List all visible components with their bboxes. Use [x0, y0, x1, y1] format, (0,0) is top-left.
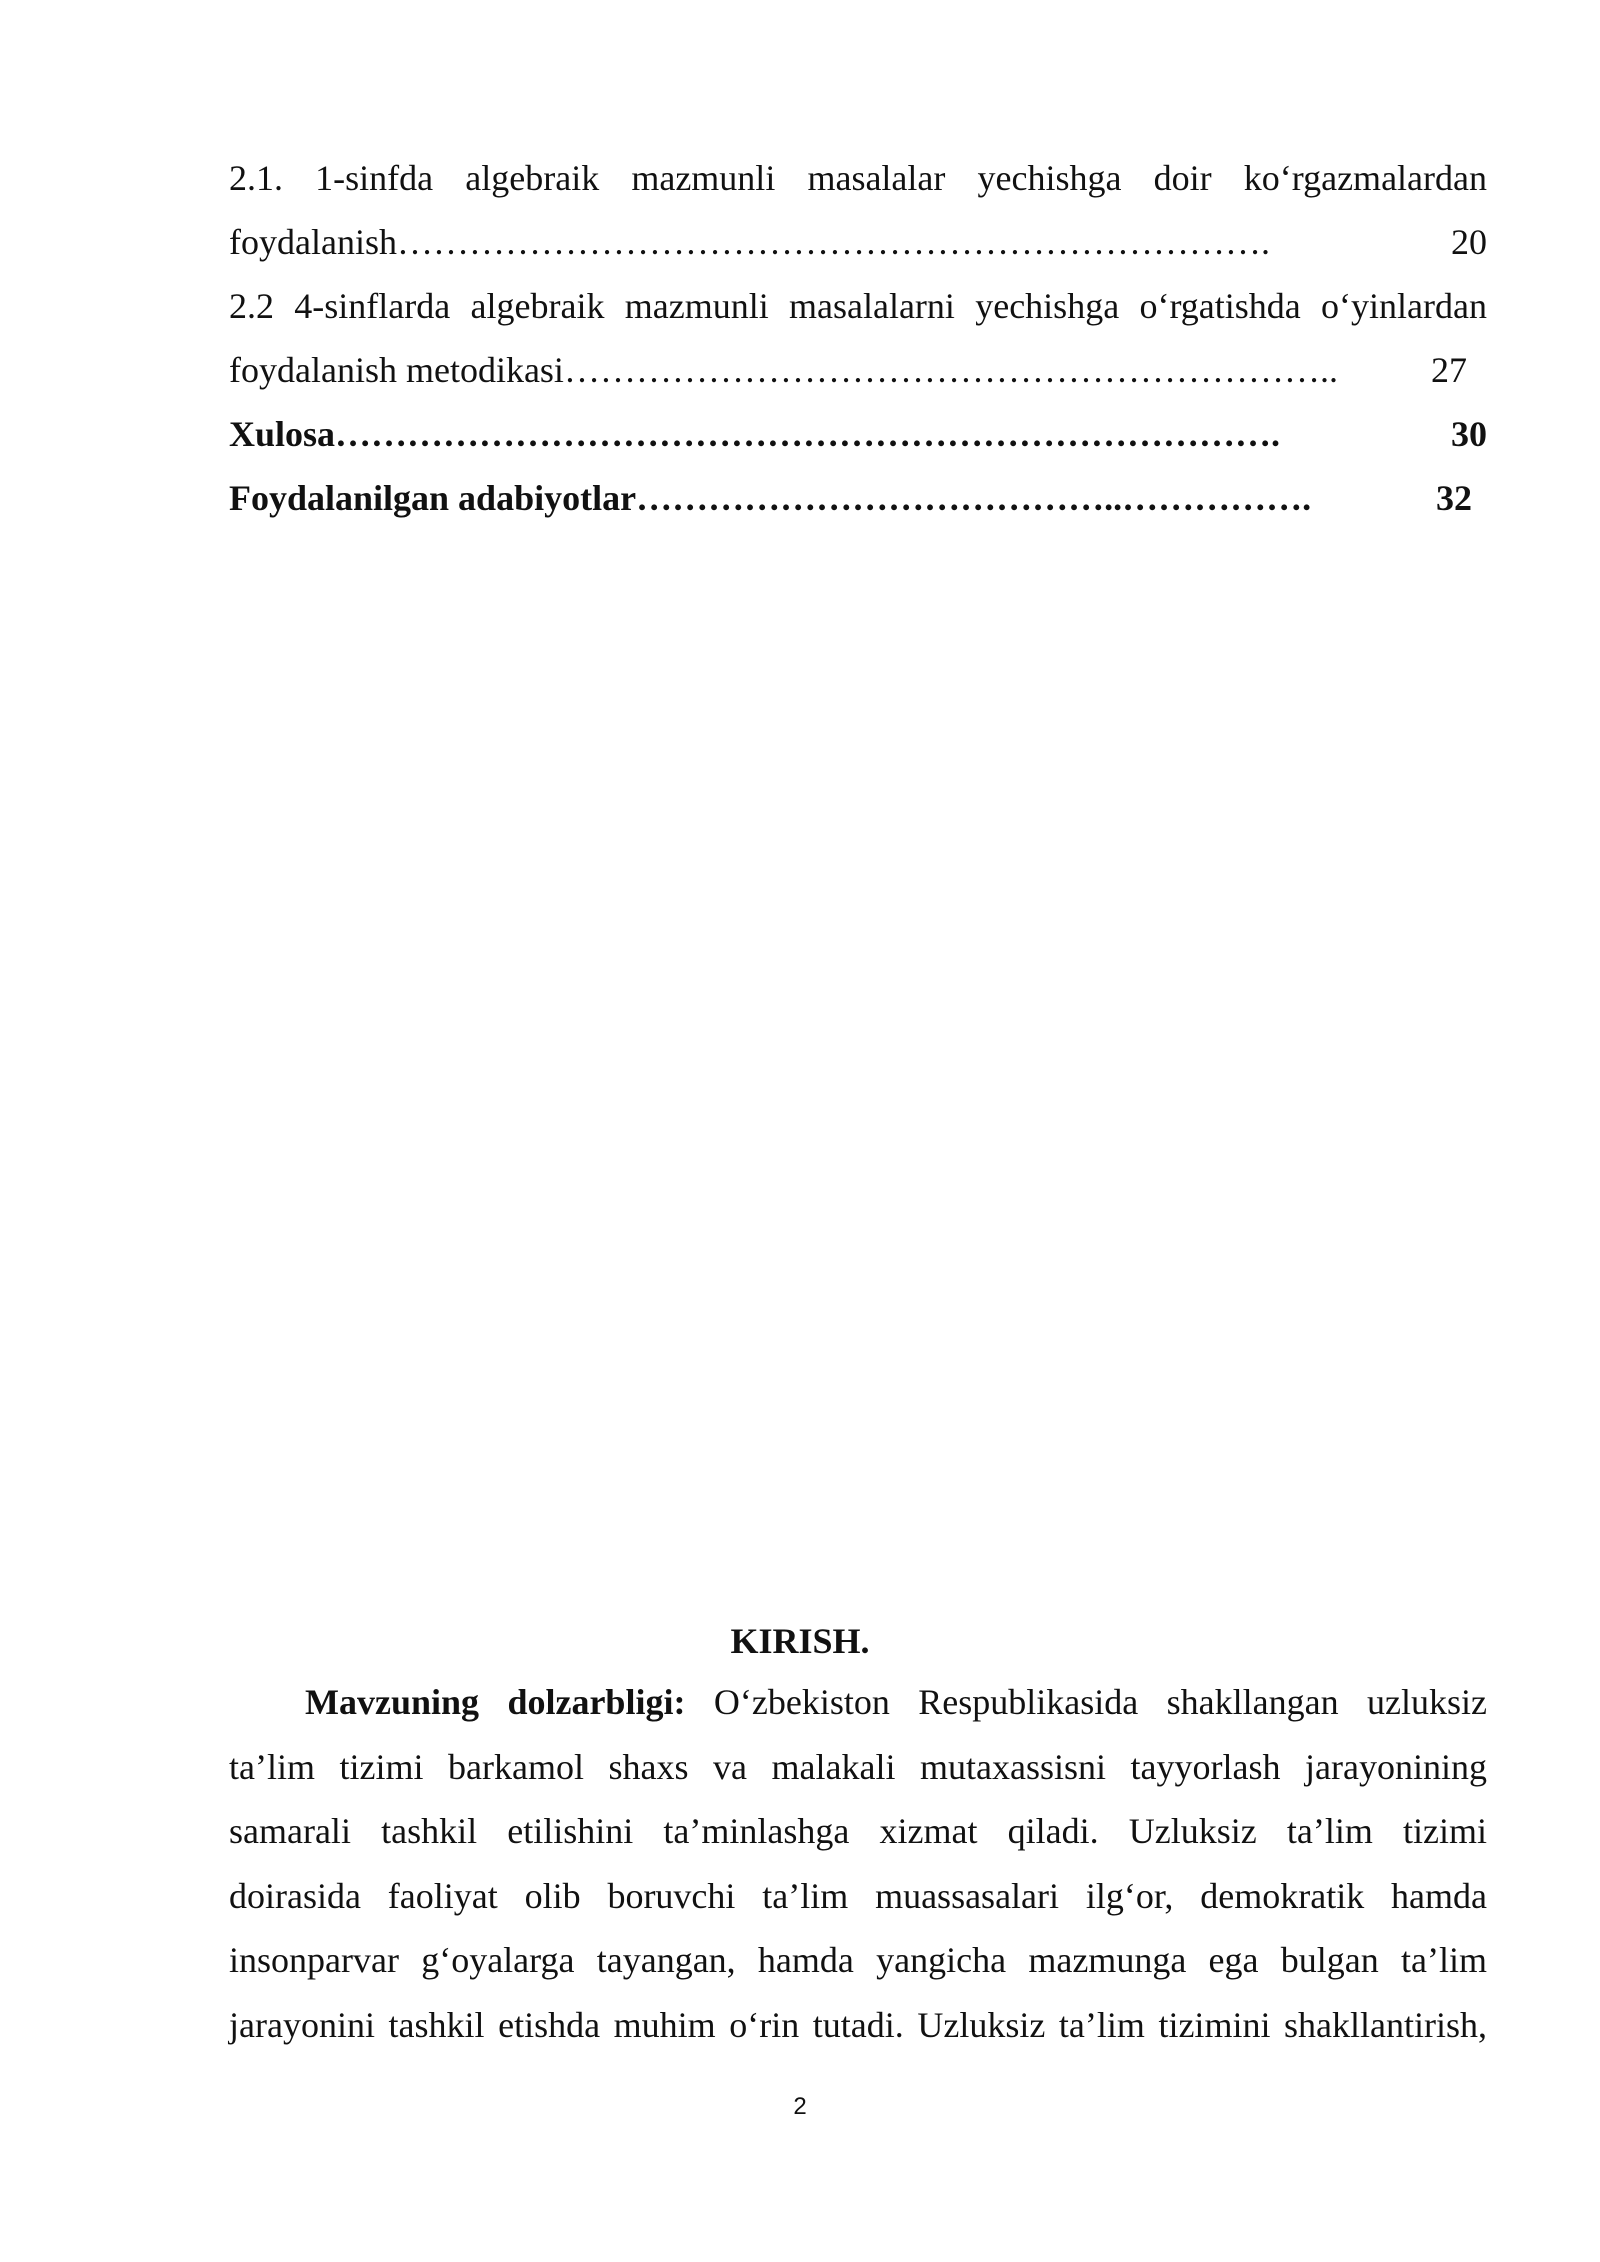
toc-item-2-1-page: 20: [1451, 222, 1487, 262]
paragraph-line: insonparvar g‘oyalarga tayangan, hamda yangicha mazmunga ega bulgan ta’lim: [229, 1940, 1487, 1980]
paragraph-line: samarali tashkil etilishini ta’minlashga xizmat qiladi. Uzluksiz ta’lim tizimi: [229, 1811, 1487, 1851]
toc-leader-dots: …………………………………………………………………….: [335, 414, 1281, 454]
paragraph-line: [229, 1670, 1487, 1735]
paragraph-line: jarayonini tashkil etishda muhim o‘rin tutadi. Uzluksiz ta’lim tizimini shakllantirish,: [229, 2004, 1487, 2045]
toc-references-page: 32: [1436, 478, 1472, 518]
toc-item-2-1-entry: [229, 210, 1487, 274]
toc-leader-dots: …………………………………..…………….: [636, 478, 1312, 518]
toc-references-entry: [229, 466, 1472, 530]
paragraph-line: doirasida faoliyat olib boruvchi ta’lim muassasalari ilg‘or, demokratik hamda: [229, 1875, 1487, 1916]
toc-item-2-2-label: foydalanish metodikasi: [229, 350, 564, 390]
toc-leader-dots: ………………………………………………………..: [563, 350, 1338, 390]
toc-item-2-1-title: 2.1. 1-sinfda algebraik mazmunli masalalar yechishga doir ko‘rgazmalardan: [229, 158, 1487, 198]
toc-item-2-2-entry: [229, 338, 1467, 402]
toc-item-2-1-label: foydalanish: [229, 222, 397, 262]
table-of-contents: [229, 146, 1487, 530]
toc-item-2-2-title: 2.2 4-sinflarda algebraik mazmunli masalalarni yechishga o‘rgatishda o‘yinlardan: [229, 286, 1487, 326]
paragraph-line-text: O‘zbekiston Respublikasida shakllangan uzluksiz: [713, 1682, 1487, 1722]
intro-paragraph: [229, 1670, 1487, 2057]
toc-references-label: Foydalanilgan adabiyotlar: [229, 478, 637, 518]
paragraph-lead: Mavzuning dolzarbligi:: [305, 1682, 686, 1722]
toc-conclusion-label: Xulosa: [229, 414, 336, 454]
toc-conclusion-entry: [229, 402, 1487, 466]
page-number: 2: [793, 2093, 807, 2120]
paragraph-line: ta’lim tizimi barkamol shaxs va malakali mutaxassisni tayyorlash jarayonining: [229, 1746, 1487, 1787]
toc-conclusion-page: 30: [1451, 414, 1487, 454]
toc-item-2-2-page: 27: [1431, 350, 1467, 390]
section-heading: KIRISH.: [730, 1621, 870, 1661]
toc-leader-dots: ……………………………………………………………….: [396, 222, 1270, 262]
